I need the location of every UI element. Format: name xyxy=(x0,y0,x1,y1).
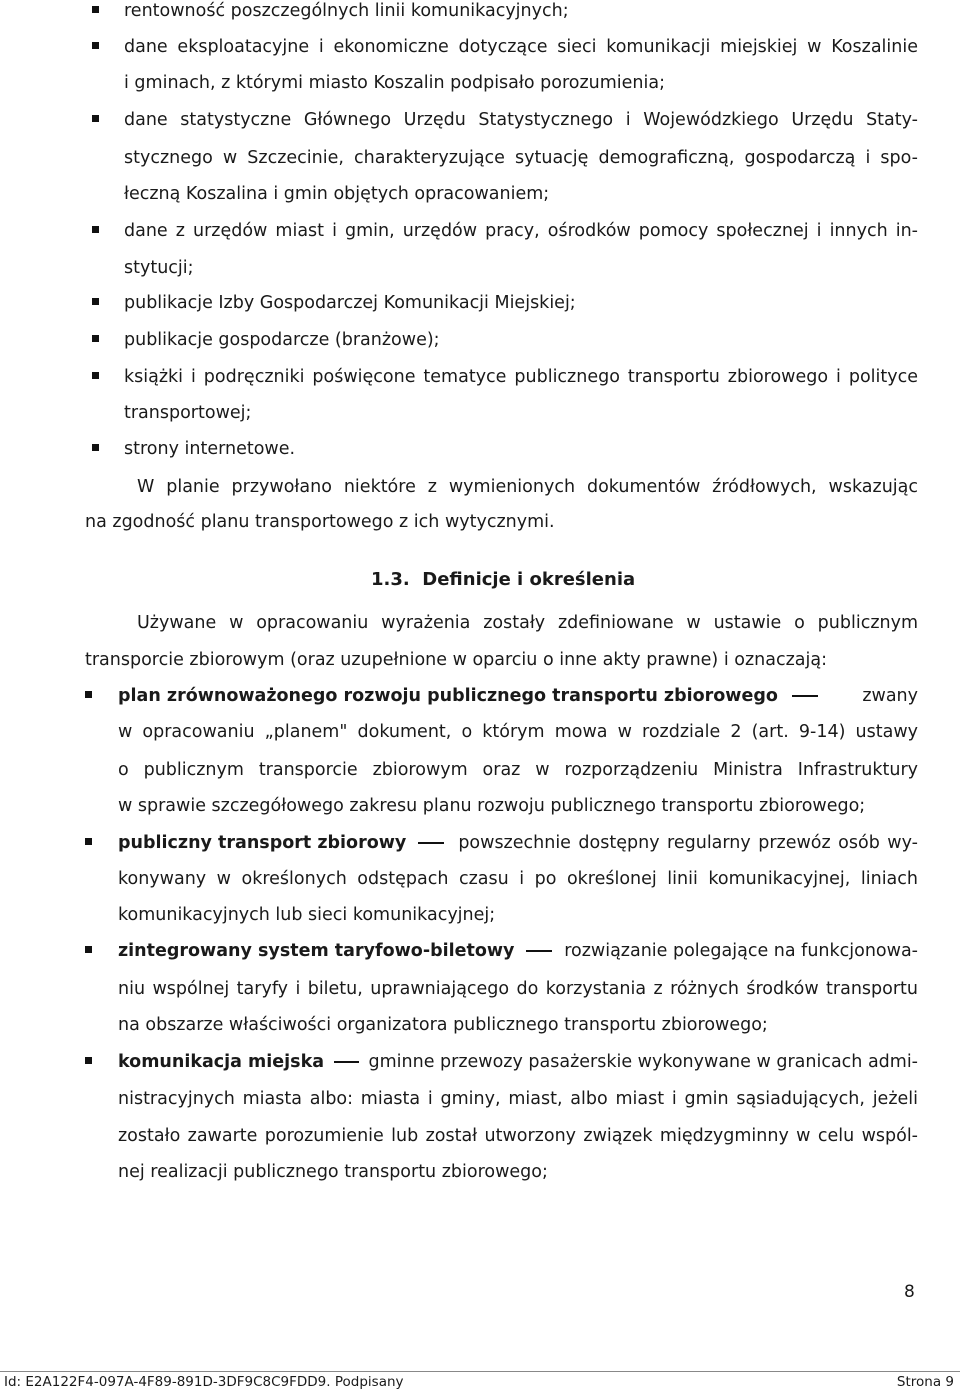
section-heading-text: 1.3. Definicje i określenia xyxy=(371,569,636,590)
list-item-continued: łeczną Koszalina i gmin objętych opracowaniem; xyxy=(124,184,550,204)
section-heading xyxy=(371,569,635,591)
list-item: książki i podręczniki poświęcone tematyce publicznego transportu zbiorowego i polityce xyxy=(124,367,918,387)
bullet-icon xyxy=(92,115,99,122)
definition-line: nej realizacji publicznego transportu zbiorowego; xyxy=(118,1162,548,1182)
definition-line xyxy=(118,940,918,962)
list-item: rentowność poszczególnych linii komunikacyjnych; xyxy=(124,1,569,21)
list-item-continued: i gminach, z którymi miasto Koszalin podpisało porozumienia; xyxy=(124,73,666,93)
list-item-continued: stycznego w Szczecinie, charakteryzujące sytuację demograficzną, gospodarczą i spo- xyxy=(124,148,918,168)
definition-line: w sprawie szczegółowego zakresu planu rozwoju publicznego transportu zbiorowego; xyxy=(118,796,866,816)
definition-line xyxy=(118,685,918,707)
list-item: publikacje gospodarcze (branżowe); xyxy=(124,330,440,350)
footer-bar xyxy=(0,1371,960,1392)
definition-line xyxy=(118,1051,918,1073)
definition-text: zwany xyxy=(862,686,918,706)
list-item: strony internetowe. xyxy=(124,439,296,459)
em-dash xyxy=(334,1061,358,1063)
bullet-icon xyxy=(92,298,99,305)
bullet-icon xyxy=(92,6,99,13)
list-item-continued: transportowej; xyxy=(124,403,252,423)
definition-term: komunikacja miejska xyxy=(118,1052,325,1072)
definition-text: gminne przewozy pasażerskie wykonywane w granicach admi- xyxy=(368,1052,918,1072)
em-dash xyxy=(526,950,552,952)
definition-line: niu wspólnej taryfy i biletu, uprawniającego do korzystania z różnych środków transportu xyxy=(118,979,918,999)
bullet-icon xyxy=(92,226,99,233)
definition-line: zostało zawarte porozumienie lub został utworzony związek międzygminny w celu wspól- xyxy=(118,1126,918,1146)
definition-term: zintegrowany system taryfowo-biletowy xyxy=(118,941,515,961)
bullet-icon xyxy=(92,42,99,49)
paragraph-line: W planie przywołano niektóre z wymienionych dokumentów źródłowych, wskazując xyxy=(137,477,918,497)
list-item: dane z urzędów miast i gmin, urzędów pracy, ośrodków pomocy społecznej i innych in- xyxy=(124,221,918,241)
em-dash xyxy=(792,695,818,697)
bullet-icon xyxy=(92,372,99,379)
page-number: 8 xyxy=(904,1282,915,1302)
em-dash xyxy=(418,842,444,844)
definition-term: plan zrównoważonego rozwoju publicznego transportu zbiorowego xyxy=(118,686,778,706)
definition-line: w opracowaniu „planem" dokument, o którym mowa w rozdziale 2 (art. 9-14) ustawy xyxy=(118,722,918,742)
bullet-icon xyxy=(85,838,92,845)
paragraph-line: na zgodność planu transportowego z ich wytycznymi. xyxy=(85,512,555,532)
list-item-continued: stytucji; xyxy=(124,258,194,278)
definition-text: powszechnie dostępny regularny przewóz osób wy- xyxy=(458,833,918,853)
definition-term: publiczny transport zbiorowy xyxy=(118,833,407,853)
list-item: dane eksploatacyjne i ekonomiczne dotyczące sieci komunikacji miejskiej w Koszalinie xyxy=(124,37,918,57)
page-indicator: Strona 9 xyxy=(896,1374,954,1390)
definition-text: rozwiązanie polegające na funkcjonowa- xyxy=(564,941,918,961)
bullet-icon xyxy=(85,691,92,698)
bullet-icon xyxy=(85,946,92,953)
document-id: Id: E2A122F4-097A-4F89-891D-3DF9C8C9FDD9. Podpisany xyxy=(4,1374,404,1390)
paragraph-line: Używane w opracowaniu wyrażenia zostały zdefiniowane w ustawie o publicznym xyxy=(137,613,918,633)
bullet-icon xyxy=(92,444,99,451)
list-item: dane statystyczne Głównego Urzędu Statystycznego i Wojewódzkiego Urzędu Staty- xyxy=(124,110,918,130)
paragraph-line: transporcie zbiorowym (oraz uzupełnione w oparciu o inne akty prawne) i oznaczają: xyxy=(85,650,827,670)
list-item: publikacje Izby Gospodarczej Komunikacji Miejskiej; xyxy=(124,293,576,313)
bullet-icon xyxy=(92,335,99,342)
definition-line: komunikacyjnych lub sieci komunikacyjnej; xyxy=(118,905,496,925)
bullet-icon xyxy=(85,1057,92,1064)
definition-line xyxy=(118,832,918,854)
definition-line: nistracyjnych miasta albo: miasta i gminy, miast, albo miast i gmin sąsiadujących, jeżeli xyxy=(118,1089,918,1109)
definition-line: konywany w określonych odstępach czasu i po określonej linii komunikacyjnej, liniach xyxy=(118,869,918,889)
definition-line: na obszarze właściwości organizatora publicznego transportu zbiorowego; xyxy=(118,1015,768,1035)
definition-line: o publicznym transporcie zbiorowym oraz w rozporządzeniu Ministra Infrastruktury xyxy=(118,760,918,780)
